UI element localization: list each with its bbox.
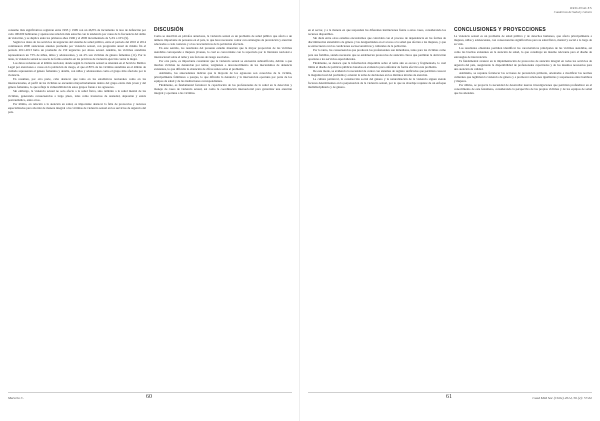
section-heading-discussion: DISCUSIÓN: [154, 27, 184, 33]
paragraph: Asimismo, los antecedentes indican que la mayoría de los agresores son conocidos de la víctima, principalmente familiares o parejas, lo que dificulta la denuncia y la intervención oportuna por parte de los equipos de salud y de las instituciones correspondientes.: [154, 70, 292, 84]
footer-author: Marcelo C.: [8, 396, 24, 400]
paragraph: Por lo tanto, las consecuencias que producen los profesionales son inmediatas, tanto para las víctimas como para sus familias, siendo necesario que se establezcan protocolos de atención claros que permitan la derivación oportuna a los servicios especializados.: [308, 48, 446, 61]
paragraph: Los datos recientes en el ámbito nacional, donde según la violencia sexual se atienden en el Servicio Médico Legal por atenciones o casos en la población de riesgo, el que el 80% de las víctimas atendidas en el ámbito de cuidado representan el género femenino y detalla, con niños y adolescentes como el grupo más afectado por la violencia.: [8, 60, 146, 78]
header-journal: Cuadernos de Salud y Género: [553, 10, 592, 14]
paragraph: Es fundamental avanzar en la implementación de protocolos de atención integral en todos los servicios de urgencia del país, asegurando la disponibilidad de profesionales capacitados y de los insumos necesarios para una atención de calidad.: [454, 58, 592, 71]
paragraph: En este sentido, los resultados del presente estudio muestran que la mayor proporción de las víctimas atendidas corresponde a mujeres jóvenes, lo cual es concordante con lo reportado por la literatura nacional e internacional sobre el tema y sus factores de riesgo asociados.: [154, 46, 292, 59]
paragraph: Según los datos de los servicios de urgencias del sistema de salud pública, entre el período del 2010 al 2014 continuaron 2000 atenciones anuales promedio por violencia sexual, con progresión anual de mismo fin el período 2011-2013 hubo un promedio de 150 urgencias por abuso sexual. Además, las víctimas atendidas representaron un 73% de niñas, niños y adolescentes, y un 4% son víctimas de género femenino (11). Por lo tanto, la violencia sexual se asocia de forma estrecha en las prácticas de violencia ejercida contra la mujer.: [8, 40, 146, 61]
paragraph: Sin embargo, la violencia sexual no solo afecta a la salud física, sino también a la salud mental de las víctimas, generando consecuencias a largo plazo, tales como trastornos de ansiedad, depresión y estrés postraumático, entre otros.: [8, 89, 146, 102]
footer-rule: [308, 392, 592, 393]
paragraph: en el sector, y a la manera en que responden las diferentes instituciones frente a estos casos, considerando los recursos disponibles.: [308, 28, 446, 37]
paragraph: Por último, se proyecta la necesidad de desarrollar nuevas investigaciones que permitan profundizar en el conocimiento de este fenómeno, considerando la perspectiva de las propias víctimas y de los equipos de salud que las atienden.: [454, 83, 592, 96]
section-heading-conclusions: CONCLUSIONES Y PROYECCIONES: [454, 27, 546, 33]
paragraph: consumo más significativos registran entre 1993 y 1999 con un 46,8% de incremento la tasa de defunción por cada 100.000 habitantes y apenas una relación más estrecha con la tendencia por causa de la frecuencia del delito de violación, y se duplica entre los primeros años 1996 y el 2000 incrementado de 5,4% a 10% (9).: [8, 28, 146, 41]
page-number: 60: [146, 394, 152, 400]
footer-rule: [8, 392, 292, 393]
paragraph: Finalmente, se destaca que la información disponible sobre el tema aún es escasa y fragmentada, lo cual limita el diseño de políticas públicas basadas en evidencia para enfrentar de forma efectiva este problema.: [308, 60, 446, 69]
footer-journal: Cuad Méd Soc (Chile) 2014, 56 (2): 57-62: [532, 396, 592, 400]
running-header: [554, 6, 592, 14]
header-kicker: ORIGINALES: [569, 6, 592, 10]
page-number: 61: [446, 394, 452, 400]
paragraph: La cultura patriarcal, la construcción social del género y la naturalización de la violencia siguen siendo factores determinantes en la perpetuación de la violencia sexual, por lo que su abordaje requiere de un enfoque multidisciplinario y de género.: [308, 77, 446, 90]
left-page-column-2: [154, 28, 292, 96]
paragraph: De este modo, se evidencia la necesidad de contar con sistemas de registro unificados que permitan conocer la magnitud real del problema y orientar la toma de decisiones en los distintos niveles de atención.: [308, 68, 446, 78]
paragraph: Por último, en relación a la atención en salud, es importante destacar la falta de protocolos y recursos especializados para abordar de manera integral a las víctimas de violencia sexual en los servicios de urgencia del país.: [8, 101, 146, 114]
paragraph: La violencia sexual es un problema de salud pública y de derechos humanos, que afecta principalmente a mujeres, niñas y adolescentes, con consecuencias significativas para su salud física, mental y social a lo largo de su vida.: [454, 34, 592, 47]
paragraph: Sin duda entre otros estudios encontramos que coinciden con el proceso de dependencia en las formas de discriminación sistemática de género y las desigualdades en el acceso a la salud que afectan a las mujeres, y que se entrecruzan con las condiciones socioeconómicas y culturales de la población.: [308, 36, 446, 49]
paragraph: Por otra parte, es importante considerar que la violencia sexual se encuentra subnotificada, debido a que muchas víctimas no denuncian por temor, vergüenza o desconocimiento de los mecanismos de denuncia existentes, lo que dificulta la obtención de cifras reales sobre el problema.: [154, 58, 292, 71]
paragraph: Asimismo, se requiere fortalecer las acciones de prevención primaria, orientadas a modificar las normas culturales que legitiman la violencia de género y a promover relaciones igualitarias y respetuosas entre hombres y mujeres.: [454, 70, 592, 84]
right-page-column-2: [454, 28, 592, 96]
paragraph: Como se describió en párrafos anteriores, la violencia sexual es un problema de salud pública que afecta a un número importante de personas en el país, lo que hace necesario contar con estrategias de prevención y atención adecuadas a cada contexto y a las características de la población afectada.: [154, 34, 292, 47]
paragraph: Los resultados obtenidos permiten identificar las características principales de las víctimas atendidas, así como las brechas existentes en la atención de salud, lo que constituye un insumo relevante para el diseño de estrategias de intervención.: [454, 46, 592, 59]
paragraph: En resumen, por otra parte, cabe destacar que tanto en las estadísticas nacionales como en las internacionales, el perfil de las víctimas se encuentra mayoritariamente dentro del grupo etario más joven y del género femenino, lo que refleja la vulnerabilidad de estos grupos frente a los agresores.: [8, 77, 146, 90]
right-page: [300, 0, 600, 421]
right-page-column-1: [308, 28, 446, 89]
left-page-column-1: [8, 28, 146, 114]
paragraph: Finalmente, es fundamental fortalecer la capacitación de los profesionales de la salud en la detección y manejo de casos de violencia sexual, así como la coordinación intersectorial para garantizar una atención integral y oportuna a las víctimas.: [154, 83, 292, 96]
